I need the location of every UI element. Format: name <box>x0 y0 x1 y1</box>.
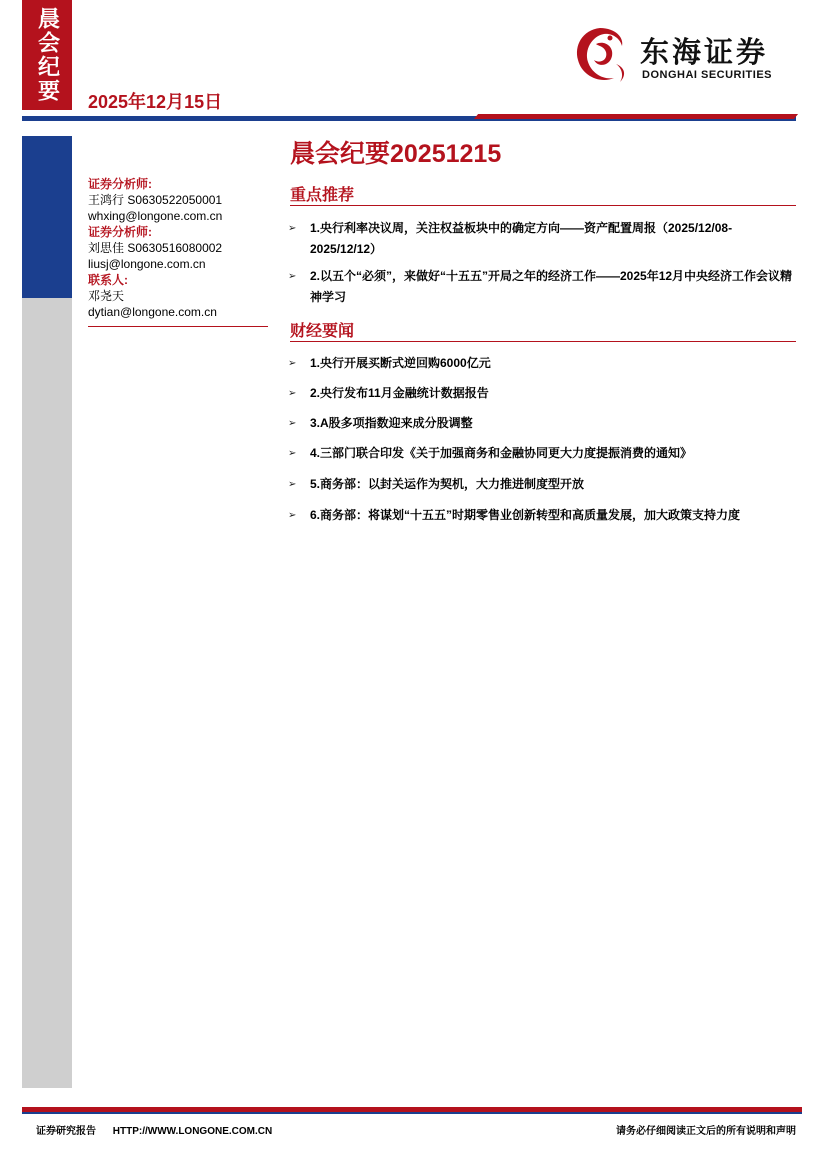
footer-url-link[interactable]: HTTP://WWW.LONGONE.COM.CN <box>112 1126 273 1137</box>
recommend-item[interactable] <box>288 266 798 308</box>
news-item[interactable] <box>288 505 798 526</box>
arrow-bullet-icon: ➢ <box>288 223 297 234</box>
news-item-text: 1.央行开展买断式逆回购6000亿元 <box>310 356 491 370</box>
sidebar-blue-block <box>22 136 72 298</box>
analyst-panel <box>88 176 268 327</box>
arrow-bullet-icon: ➢ <box>288 448 297 459</box>
arrow-bullet-icon: ➢ <box>288 510 297 521</box>
analyst-role: 证券分析师: <box>88 225 152 239</box>
section-title-recommend: 重点推荐 <box>290 187 355 204</box>
footer-divider <box>22 1107 802 1112</box>
analyst-email[interactable]: liusj@longone.com.cn <box>88 257 206 271</box>
footer-label: 证券研究报告 <box>36 1126 96 1137</box>
analyst-name: 刘思佳 S0630516080002 <box>88 241 223 255</box>
arrow-bullet-icon: ➢ <box>288 388 297 399</box>
report-date: 2025年12月15日 <box>88 92 223 112</box>
contact-name: 邓尧天 <box>88 289 125 303</box>
news-item[interactable] <box>288 353 798 374</box>
contact <box>88 272 268 320</box>
news-item-text: 3.A股多项指数迎来成分股调整 <box>310 416 473 430</box>
arrow-bullet-icon: ➢ <box>288 479 297 490</box>
recommend-item-text: 1.央行利率决议周，关注权益板块中的确定方向——资产配置周报（2025/12/08-2025/12/12） <box>310 221 733 256</box>
arrow-bullet-icon: ➢ <box>288 271 297 282</box>
dragon-logo-icon <box>570 24 630 86</box>
analyst-email[interactable]: whxing@longone.com.cn <box>88 209 223 223</box>
news-item-text: 4.三部门联合印发《关于加强商务和金融协同更大力度提振消费的通知》 <box>310 446 693 460</box>
news-item[interactable] <box>288 413 798 434</box>
arrow-bullet-icon: ➢ <box>288 418 297 429</box>
analyst-role: 证券分析师: <box>88 177 152 191</box>
analyst-divider <box>88 326 268 327</box>
news-item-text: 2.央行发布11月金融统计数据报告 <box>310 386 489 400</box>
section-title-news: 财经要闻 <box>290 323 355 340</box>
contact-email[interactable]: dytian@longone.com.cn <box>88 305 217 319</box>
side-tag: 晨会纪要 <box>22 0 72 110</box>
analyst-1 <box>88 176 268 224</box>
sidebar-gray-block <box>22 298 72 1088</box>
footer-left <box>36 1122 286 1137</box>
contact-role: 联系人: <box>88 273 128 287</box>
page-title: 晨会纪要20251215 <box>290 140 502 168</box>
news-item[interactable] <box>288 443 798 464</box>
section-divider <box>290 341 796 342</box>
recommend-item[interactable] <box>288 218 798 260</box>
logo-english-name: DONGHAI SECURITIES <box>642 69 773 81</box>
company-logo <box>570 24 800 90</box>
arrow-bullet-icon: ➢ <box>288 358 297 369</box>
news-item-text: 5.商务部：以封关运作为契机，大力推进制度型开放 <box>310 477 585 491</box>
logo-chinese-name: 东海证券 <box>640 35 769 69</box>
news-item[interactable] <box>288 474 798 495</box>
news-item-text: 6.商务部：将谋划“十五五”时期零售业创新转型和高质量发展，加大政策支持力度 <box>310 508 741 522</box>
analyst-2 <box>88 224 268 272</box>
section-divider <box>290 205 796 206</box>
news-item[interactable] <box>288 383 798 404</box>
analyst-name: 王鸿行 S0630522050001 <box>88 193 223 207</box>
footer-disclaimer: 请务必仔细阅读正文后的所有说明和声明 <box>616 1126 796 1137</box>
header-divider <box>22 116 796 121</box>
recommend-item-text: 2.以五个“必须”，来做好“十五五”开局之年的经济工作——2025年12月中央经济工作会议精神学习 <box>310 269 793 304</box>
